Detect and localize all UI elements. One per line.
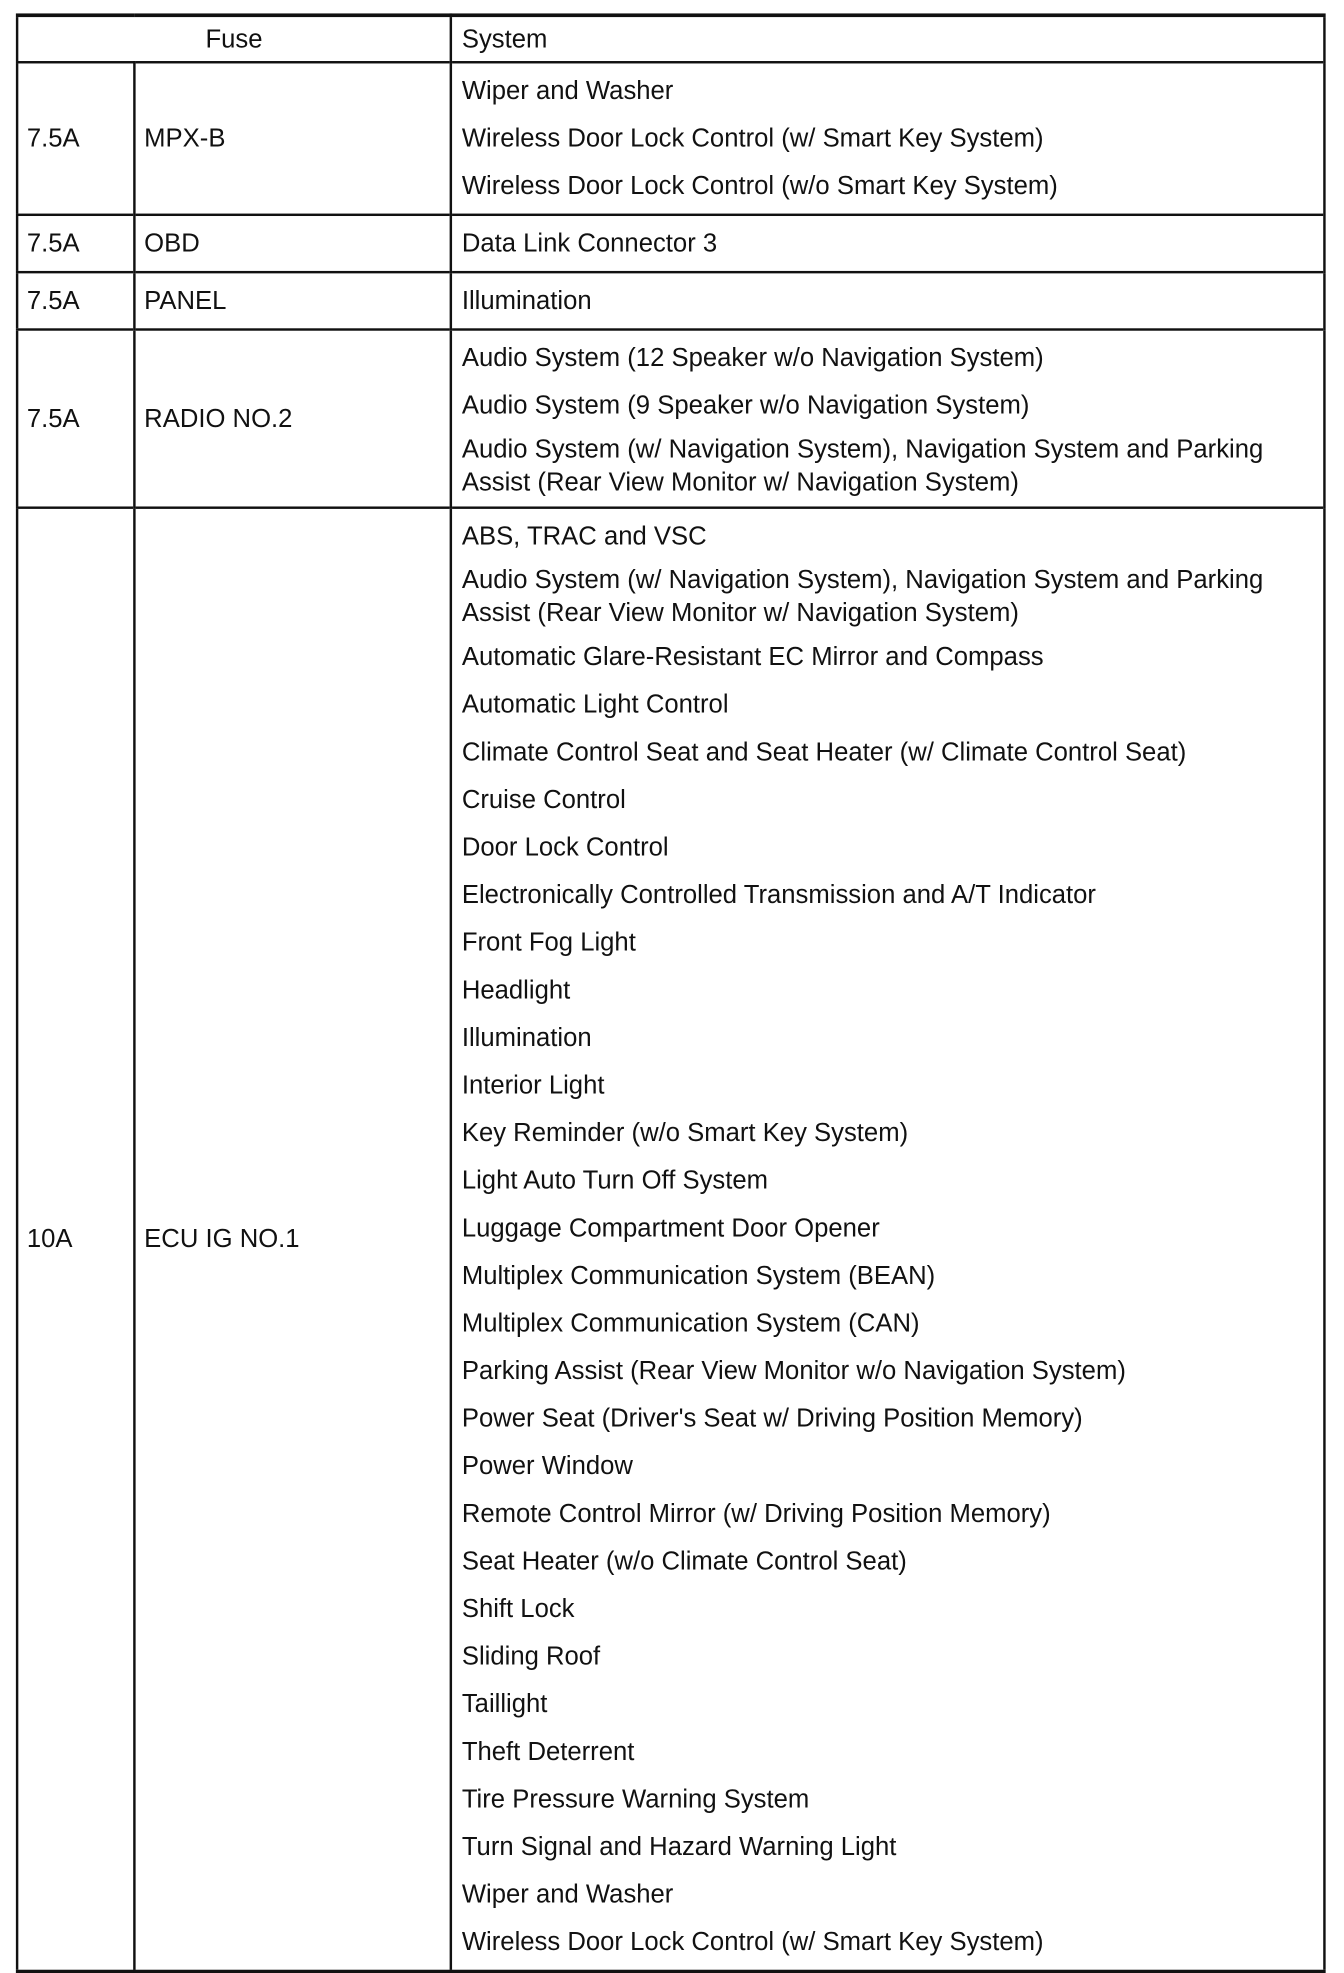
system-item: Audio System (12 Speaker w/o Navigation System) — [461, 344, 1044, 373]
system-item: Seat Heater (w/o Climate Control Seat) — [461, 1547, 907, 1576]
system-item: Power Seat (Driver's Seat w/ Driving Position Memory) — [461, 1404, 1083, 1433]
fuse-rating: 7.5A — [17, 272, 134, 329]
system-item: Cruise Control — [461, 785, 626, 815]
fuse-rating: 7.5A — [17, 215, 134, 272]
system-item: Turn Signal and Hazard Warning Light — [461, 1833, 897, 1862]
fuse-table — [16, 13, 1326, 1973]
system-list — [451, 62, 1325, 215]
system-item: Audio System (w/ Navigation System), Navigation System and Parking Assist (Rear View Monitor w/ Navigation System) — [461, 435, 1264, 497]
system-item: Interior Light — [461, 1071, 605, 1100]
system-column-header: System — [451, 15, 1325, 62]
system-item: Door Lock Control — [461, 833, 669, 862]
system-item: Wireless Door Lock Control (w/ Smart Key System) — [461, 1928, 1044, 1957]
system-item: Power Window — [461, 1452, 633, 1481]
system-item: Automatic Glare-Resistant EC Mirror and Compass — [461, 643, 1044, 672]
system-item: Front Fog Light — [461, 928, 636, 957]
fuse-name: OBD — [134, 215, 450, 272]
table-row — [17, 215, 1324, 272]
system-list — [451, 508, 1325, 1972]
table-header-row — [17, 15, 1324, 62]
system-item: Theft Deterrent — [461, 1737, 635, 1766]
system-list — [451, 272, 1325, 329]
system-item: Sliding Roof — [461, 1642, 601, 1671]
table-row — [17, 272, 1324, 329]
system-item: Shift Lock — [461, 1595, 575, 1624]
system-item: Multiplex Communication System (BEAN) — [461, 1261, 936, 1290]
system-item: Wireless Door Lock Control (w/ Smart Key System) — [461, 124, 1044, 153]
table-row — [17, 508, 1324, 1972]
fuse-rating: 10A — [17, 508, 134, 1972]
fuse-name: ECU IG NO.1 — [134, 508, 450, 1972]
system-item: Key Reminder (w/o Smart Key System) — [461, 1119, 909, 1148]
system-item: Luggage Compartment Door Opener — [461, 1214, 880, 1243]
system-item: Electronically Controlled Transmission and A/T Indicator — [461, 881, 1096, 910]
table-row — [17, 62, 1324, 215]
system-item: ABS, TRAC and VSC — [461, 522, 707, 551]
system-list — [451, 330, 1325, 508]
system-item: Illumination — [461, 286, 592, 315]
system-item: Parking Assist (Rear View Monitor w/o Navigation System) — [461, 1357, 1126, 1386]
system-item: Illumination — [461, 1023, 592, 1052]
system-item: Climate Control Seat and Seat Heater (w/ Climate Control Seat) — [461, 738, 1187, 767]
system-item: Taillight — [461, 1690, 548, 1719]
system-item: Light Auto Turn Off System — [461, 1166, 768, 1195]
fuse-rating: 7.5A — [17, 330, 134, 508]
system-item: Remote Control Mirror (w/ Driving Position Memory) — [461, 1499, 1051, 1528]
system-item: Headlight — [461, 976, 571, 1005]
system-list — [451, 215, 1325, 272]
table-row — [17, 330, 1324, 508]
system-item: Tire Pressure Warning System — [461, 1785, 810, 1814]
system-item: Wireless Door Lock Control (w/o Smart Key System) — [461, 172, 1058, 201]
system-item: Automatic Light Control — [461, 690, 729, 719]
system-item: Wiper and Washer — [461, 1880, 674, 1909]
fuse-rating: 7.5A — [17, 62, 134, 215]
system-item: Audio System (w/ Navigation System), Navigation System and Parking Assist (Rear View Monitor w/ Navigation System) — [461, 566, 1264, 628]
fuse-column-header: Fuse — [17, 15, 451, 62]
system-item: Multiplex Communication System (CAN) — [461, 1309, 920, 1338]
system-item: Wiper and Washer — [461, 76, 674, 105]
system-item: Data Link Connector 3 — [461, 229, 718, 258]
fuse-name: RADIO NO.2 — [134, 330, 450, 508]
fuse-name: MPX-B — [134, 62, 450, 215]
system-item: Audio System (9 Speaker w/o Navigation System) — [461, 391, 1030, 420]
fuse-name: PANEL — [134, 272, 450, 329]
